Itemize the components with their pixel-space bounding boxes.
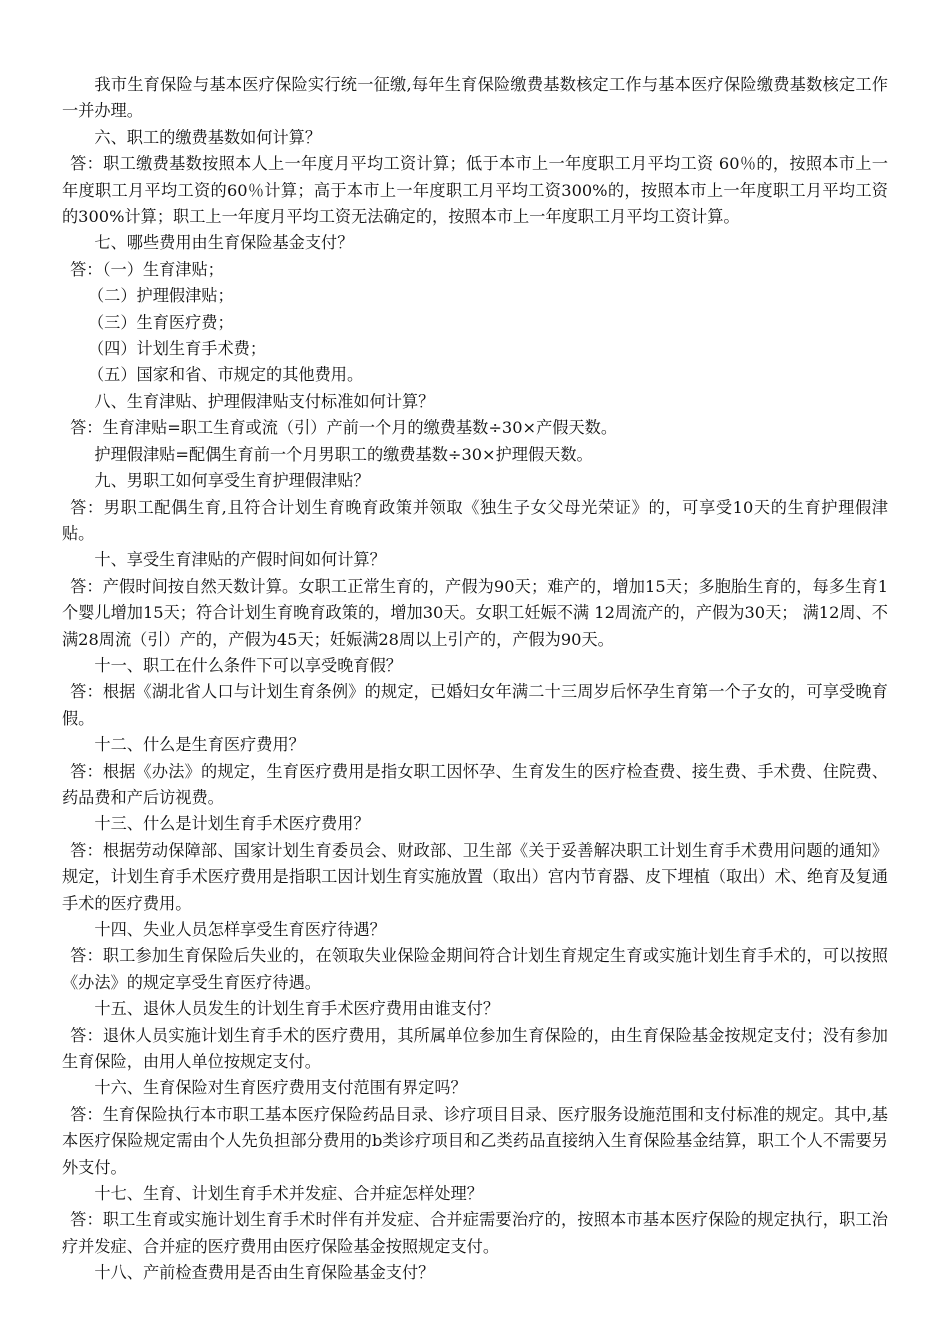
answer-11: 答：根据《湖北省人口与计划生育条例》的规定，已婚妇女年满二十三周岁后怀孕生育第一个子女的，可享受晚育假。 bbox=[62, 682, 888, 728]
answer-17: 答：职工生育或实施计划生育手术时伴有并发症、合并症需要治疗的，按照本市基本医疗保险的规定执行，职工治疗并发症、合并症的医疗费用由医疗保险基金按照规定支付。 bbox=[62, 1210, 888, 1256]
answer-7-item-5: （五）国家和省、市规定的其他费用。 bbox=[88, 365, 364, 385]
question-14: 十四、失业人员怎样享受生育医疗待遇？ bbox=[94, 920, 386, 939]
answer-7-item-3: （三）生育医疗费； bbox=[88, 312, 234, 332]
answer-8-line-2: 护理假津贴=配偶生育前一个月男职工的缴费基数÷30×护理假天数。 bbox=[94, 444, 593, 464]
answer-9: 答：男职工配偶生育,且符合计划生育晚育政策并领取《独生子女父母光荣证》的，可享受10天的生育护理假津贴。 bbox=[62, 497, 888, 543]
question-13: 十三、什么是计划生育手术医疗费用？ bbox=[94, 814, 370, 834]
answer-6: 答：职工缴费基数按照本人上一年度月平均工资计算；低于本市上一年度职工月平均工资 60％的，按照本市上一年度职工月平均工资的60％计算；高于本市上一年度职工月平均工资300%的，按照本市上一年度职工月平均工资的300%计算；职工上一年度月平均工资无法确定的，按照本市上一年度职工月平均工资计算。 bbox=[62, 154, 888, 227]
question-10: 十、享受生育津贴的产假时间如何计算？ bbox=[94, 550, 386, 570]
question-7: 七、哪些费用由生育保险基金支付？ bbox=[94, 233, 354, 253]
answer-7-item-2: （二）护理假津贴； bbox=[88, 286, 234, 306]
answer-10: 答：产假时间按自然天数计算。女职工正常生育的，产假为90天；难产的，增加15天；多胞胎生育的，每多生育1个婴儿增加15天；符合计划生育晚育政策的，增加30天。女职工妊娠不满 12周流产的，产假为30天； 满12周、不满28周流（引）产的，产假为45天；妊娠满28周以上引产的，产假为90天。 bbox=[62, 576, 888, 649]
answer-7-item-1: 答：（一）生育津贴； bbox=[70, 259, 224, 279]
document-body bbox=[62, 72, 888, 1287]
answer-14: 答：职工参加生育保险后失业的，在领取失业保险金期间符合计划生育规定生育或实施计划生育手术的，可以按照《办法》的规定享受生育医疗待遇。 bbox=[62, 946, 888, 992]
question-12: 十二、什么是生育医疗费用？ bbox=[94, 735, 305, 755]
question-15: 十五、退休人员发生的计划生育手术医疗费用由谁支付？ bbox=[94, 999, 500, 1019]
answer-8-line-1: 答：生育津贴=职工生育或流（引）产前一个月的缴费基数÷30×产假天数。 bbox=[70, 418, 618, 438]
question-17: 十七、生育、计划生育手术并发症、合并症怎样处理？ bbox=[94, 1184, 483, 1204]
question-16: 十六、生育保险对生育医疗费用支付范围有界定吗？ bbox=[94, 1078, 467, 1098]
question-8: 八、生育津贴、护理假津贴支付标准如何计算？ bbox=[94, 391, 435, 411]
answer-15: 答：退休人员实施计划生育手术的医疗费用，其所属单位参加生育保险的，由生育保险基金按规定支付；没有参加生育保险，由用人单位按规定支付。 bbox=[62, 1025, 888, 1072]
answer-13: 答：根据劳动保障部、国家计划生育委员会、财政部、卫生部《关于妥善解决职工计划生育手术费用问题的通知》规定，计划生育手术医疗费用是指职工因计划生育实施放置（取出）宫内节育器、皮下埋植（取出）术、绝育及复通手术的医疗费用。 bbox=[62, 840, 888, 913]
intro-paragraph: 我市生育保险与基本医疗保险实行统一征缴,每年生育保险缴费基数核定工作与基本医疗保险缴费基数核定工作一并办理。 bbox=[62, 75, 888, 121]
question-9: 九、男职工如何享受生育护理假津贴？ bbox=[94, 471, 370, 491]
answer-12: 答：根据《办法》的规定，生育医疗费用是指女职工因怀孕、生育发生的医疗检查费、接生费、手术费、住院费、药品费和产后访视费。 bbox=[62, 761, 888, 807]
question-11: 十一、职工在什么条件下可以享受晚育假？ bbox=[94, 655, 402, 675]
question-18: 十八、产前检查费用是否由生育保险基金支付？ bbox=[94, 1263, 435, 1283]
answer-7-item-4: （四）计划生育手术费； bbox=[88, 339, 267, 359]
answer-16: 答：生育保险执行本市职工基本医疗保险药品目录、诊疗项目目录、医疗服务设施范围和支付标准的规定。其中,基本医疗保险规定需由个人先负担部分费用的b类诊疗项目和乙类药品直接纳入生育保险基金结算，职工个人不需要另外支付。 bbox=[62, 1104, 888, 1177]
question-6: 六、职工的缴费基数如何计算？ bbox=[94, 127, 322, 147]
